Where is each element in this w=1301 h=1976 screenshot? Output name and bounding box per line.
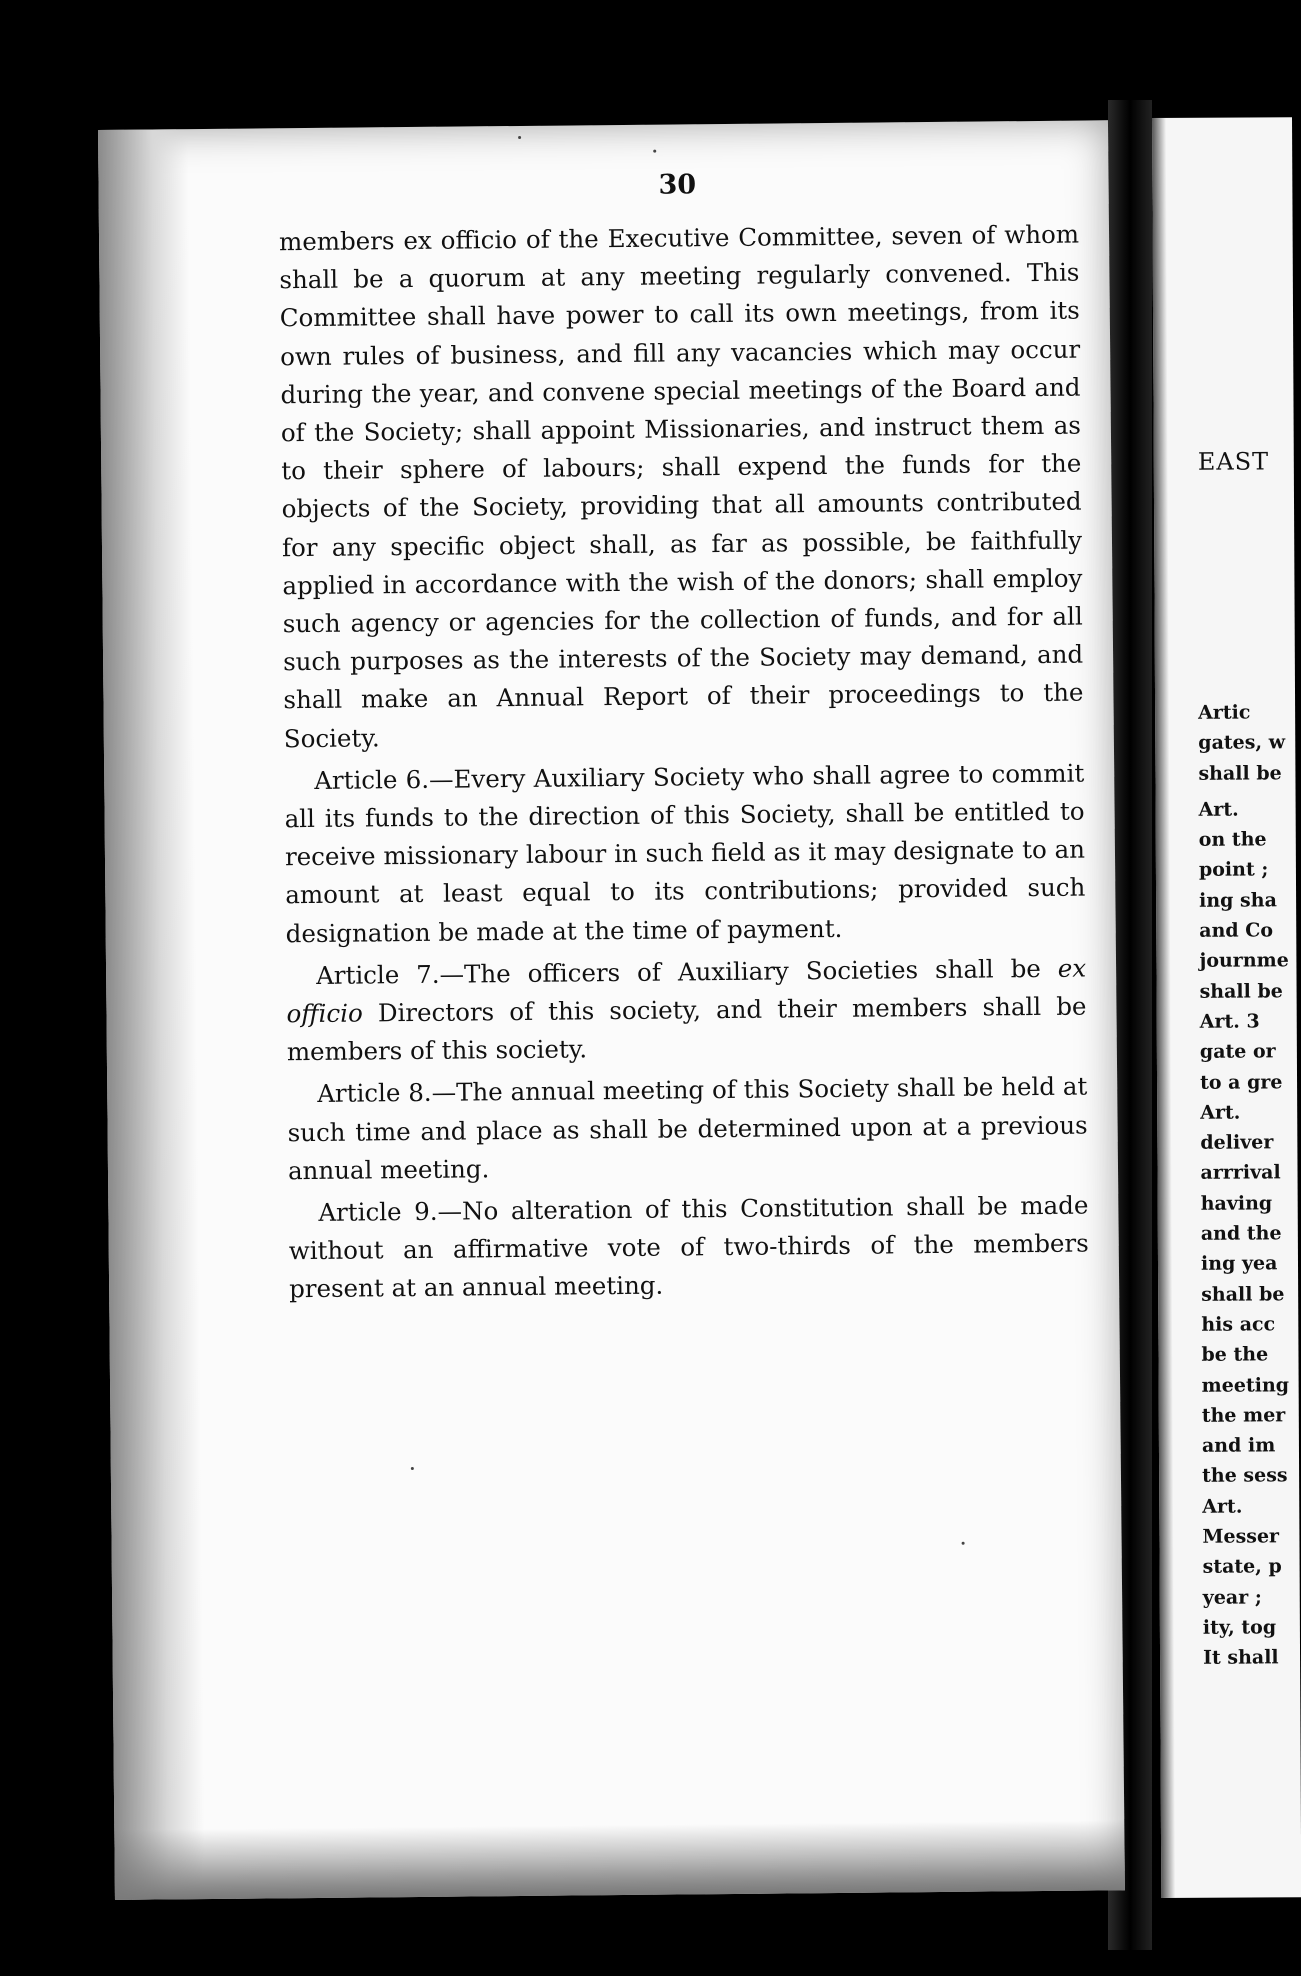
article-7-lead: Article 7.—The officers of Auxiliary Societies shall be <box>315 953 1058 990</box>
right-line-fragment: having <box>1200 1192 1273 1215</box>
right-line-fragment: point ; <box>1198 858 1269 882</box>
right-line-fragment: gates, w <box>1198 731 1286 755</box>
right-line-fragment: Artic <box>1198 701 1251 724</box>
right-page-partial <box>1152 117 1301 1898</box>
paragraph-article-7 <box>286 949 1087 1071</box>
right-line-fragment: and im <box>1201 1434 1276 1457</box>
left-page <box>98 120 1125 1900</box>
right-line-fragment: Art. 3 <box>1199 1010 1260 1033</box>
right-line-fragment: journme <box>1199 949 1289 973</box>
right-line-fragment: deliver <box>1200 1131 1274 1154</box>
right-line-fragment: shall be <box>1201 1282 1285 1306</box>
paragraph-article-9: Article 9.—No alteration of this Constitution shall be made without an affirmative vote of two-thirds of the members present at an annual meeting. <box>288 1190 1089 1304</box>
paragraph-article-6: Article 6.—Every Auxiliary Society who shall agree to commit all its funds to the direction of this Society, shall be entitled to receive missionary labour in such field as it may designate to an amount at least equal to its contributions; provided such designation be made at the time of payment. <box>284 758 1086 948</box>
paper-speck <box>962 1542 965 1545</box>
right-line-fragment: on the <box>1198 828 1267 851</box>
page-number: 30 <box>658 169 697 201</box>
paragraph-article-8: Article 8.—The annual meeting of this Society shall be held at such time and place as shall be determined upon at a previous annual meeting. <box>287 1072 1088 1186</box>
page-body <box>279 216 1089 1309</box>
right-line-fragment: his acc <box>1201 1313 1276 1336</box>
paragraph-continuation: members ex officio of the Executive Committee, seven of whom shall be a quorum at any meeting regularly convened. This Committee shall have power to call its own meetings, from its own rules of business, and fill any vacancies which may occur during the year, and convene special meetings of the Board and of the Society; shall appoint Missionaries, and instruct them as to their sphere of labours; shall expend the funds for the objects of the Society, providing that all amounts contributed for any specific object shall, as far as possible, be faithfully applied in accordance with the wish of the donors; shall employ such agency or agencies for the collection of funds, and for all such purposes as the interests of the Society may demand, and shall make an Annual Report of their proceedings to the Society. <box>278 219 1084 753</box>
right-line-fragment: to a gre <box>1199 1070 1283 1094</box>
right-line-fragment: It shall <box>1203 1646 1279 1669</box>
right-line-fragment: Messer <box>1202 1525 1280 1548</box>
right-line-fragment: arrrival <box>1200 1161 1281 1185</box>
right-line-fragment: and the <box>1200 1222 1282 1245</box>
right-line-fragment: shall be <box>1199 979 1283 1003</box>
paper-speck <box>518 136 521 139</box>
right-line-fragment: ity, tog <box>1202 1616 1277 1639</box>
right-page-text-fragments <box>1198 697 1290 1673</box>
right-line-fragment: be the <box>1201 1343 1269 1366</box>
right-line-fragment: the sess <box>1202 1464 1288 1488</box>
right-line-fragment: ing sha <box>1199 889 1277 912</box>
right-line-fragment: ing yea <box>1200 1252 1278 1276</box>
right-line-fragment: meeting <box>1201 1373 1290 1397</box>
right-line-fragment: shall be <box>1198 761 1282 785</box>
right-line-fragment: Art. <box>1198 798 1239 821</box>
article-7-tail: Directors of this society, and their members shall be members of this society. <box>286 991 1087 1067</box>
right-line-fragment: and Co <box>1199 919 1274 942</box>
paper-speck <box>411 1467 414 1470</box>
right-line-fragment: Art. <box>1200 1101 1241 1124</box>
right-line-fragment: year ; <box>1202 1586 1262 1609</box>
right-line-fragment: state, p <box>1202 1555 1282 1579</box>
right-line-fragment: Art. <box>1202 1495 1243 1518</box>
right-line-fragment: gate or <box>1199 1040 1276 1064</box>
right-line-fragment: the mer <box>1201 1404 1286 1427</box>
article-7-italic-term: ex officio <box>286 953 1087 1029</box>
right-page-heading-fragment: EAST <box>1197 447 1270 476</box>
paper-speck <box>653 150 656 153</box>
